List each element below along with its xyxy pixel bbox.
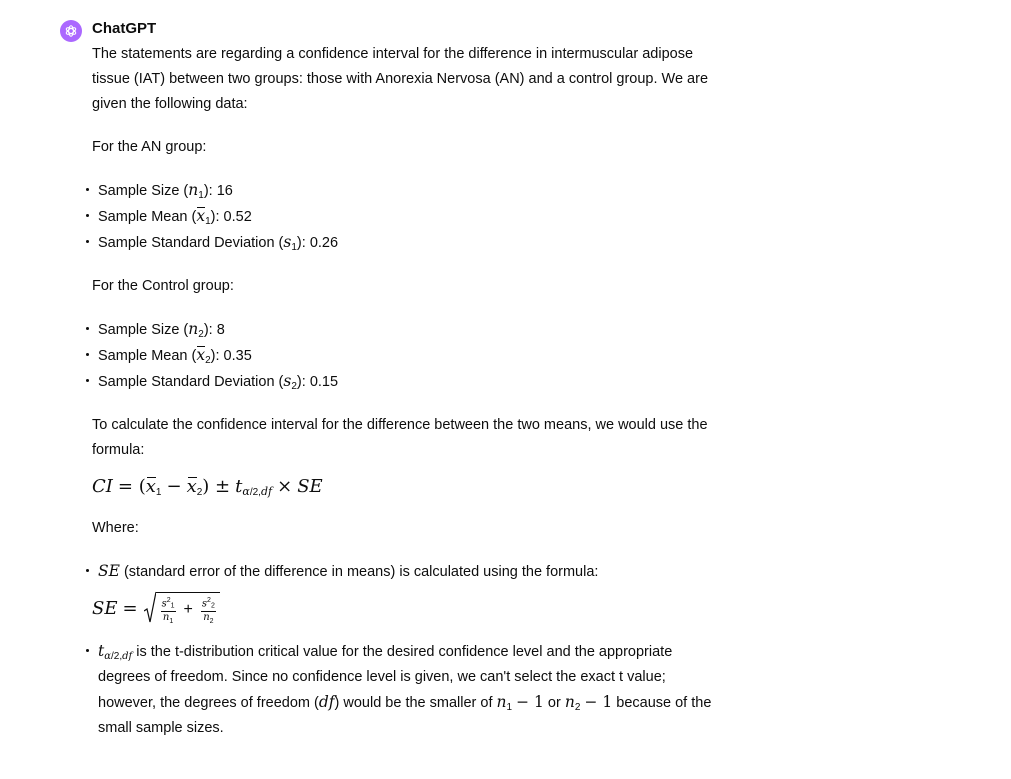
list-item: Sample Mean $(x_2)$: 0.35: [92, 343, 717, 369]
message-content: [92, 42, 717, 759]
se-formula: SE = $\frac{s^2_1}{n_1}$ + $\frac{s^2_2}{n_2}$: [92, 591, 717, 625]
item-value: 0.35: [223, 348, 252, 364]
t-description-or: or: [547, 695, 561, 711]
list-item: Sample Standard Deviation $(s_1)$: 0.26: [92, 230, 717, 256]
where-label: Where:: [92, 520, 139, 536]
chatgpt-avatar: [60, 20, 82, 42]
item-label: Sample Standard Deviation: [98, 235, 275, 251]
t-description-part1: is the t-distribution critical value for the desired confidence level and the appropriate degrees of freedom. Since no confidence level is given, we can't select the exact t value; however, the degrees of freedom (: [98, 644, 673, 711]
se-list: [92, 559, 717, 585]
control-group-heading: For the Control group:: [92, 278, 234, 294]
se-list-item: SE (standard error of the difference in means) is calculated using the formula:: [92, 559, 717, 585]
se-description: (standard error of the difference in means) is calculated using the formula:: [123, 564, 599, 580]
list-item: Sample Standard Deviation $(s_2)$: 0.15: [92, 369, 717, 395]
item-label: Sample Size: [98, 183, 180, 199]
t-list: [92, 639, 717, 741]
list-item: Sample Size $(n_1)$: 16: [92, 178, 717, 204]
item-label: Sample Standard Deviation: [98, 374, 275, 390]
intro-paragraph: The statements are regarding a confidence interval for the difference in intermuscular adipose tissue (IAT) between two groups: those with Anorexia Nervosa (AN) and a control group. We are given the following data:: [92, 46, 709, 112]
control-group-list: [92, 317, 717, 395]
calc-paragraph: To calculate the confidence interval for the difference between the two means, we would use the formula:: [92, 417, 708, 458]
sqrt-symbol-icon: [144, 591, 156, 625]
an-group-list: [92, 178, 717, 256]
list-item: Sample Mean $(x_1)$: 0.52: [92, 204, 717, 230]
ci-formula: CI = $(x_1 - x_2) \pm t_{\alpha/2,df}$ × SE: [92, 476, 323, 498]
an-group-heading: For the AN group:: [92, 139, 207, 155]
item-value: 0.52: [223, 209, 252, 225]
message-author: ChatGPT: [92, 20, 157, 37]
list-item: Sample Size $(n_2)$: 8: [92, 317, 717, 343]
item-label: Sample Size: [98, 322, 180, 338]
t-description-part2: ) would be the smaller of: [334, 695, 493, 711]
item-label: Sample Mean: [98, 209, 188, 225]
item-value: 16: [216, 183, 233, 199]
item-value: 8: [216, 322, 225, 338]
item-label: Sample Mean: [98, 348, 188, 364]
t-description-part3: because of the small sample sizes.: [98, 695, 712, 736]
item-value: 0.26: [309, 235, 339, 251]
item-value: 0.15: [309, 374, 339, 390]
t-list-item: $t_{\alpha/2,df}$ is the t-distribution critical value for the desired confidence level and the appropriate degrees of freedom. Since no confidence level is given, we can't select the exact t value; however, the degrees of freedom (df) would be the smaller of $n_1 - 1$ or $n_2 - 1$ because of the small sample sizes.: [92, 639, 717, 741]
openai-logo-icon: [64, 24, 78, 38]
